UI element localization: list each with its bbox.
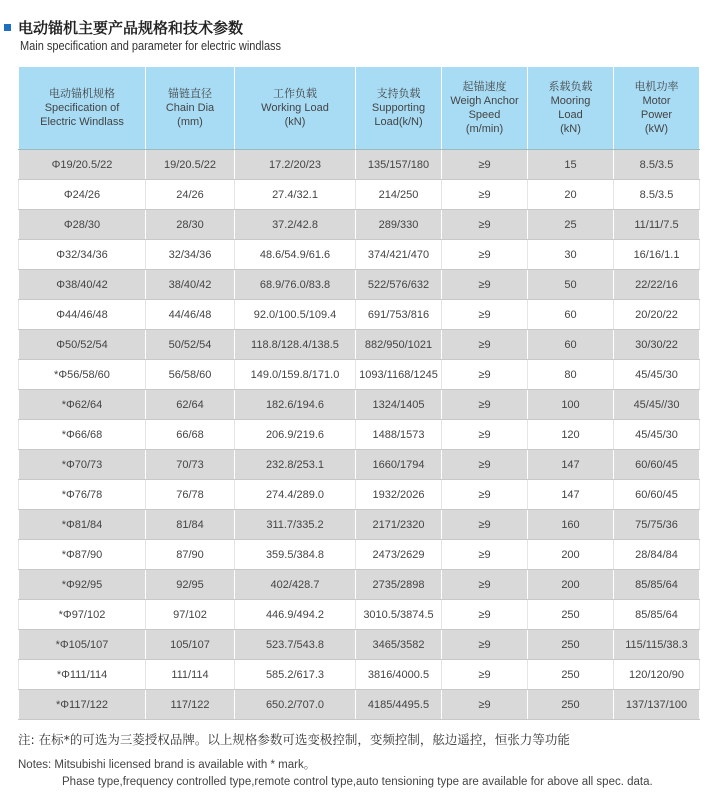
table-row bbox=[19, 270, 700, 300]
table-cell: 19/20.5/22 bbox=[146, 150, 235, 180]
table-cell: 85/85/64 bbox=[614, 600, 700, 630]
table-cell: 374/421/470 bbox=[356, 240, 442, 270]
table-cell: 446.9/494.2 bbox=[235, 600, 356, 630]
table-cell: Φ38/40/42 bbox=[19, 270, 146, 300]
table-cell: 81/84 bbox=[146, 510, 235, 540]
table-cell: 402/428.7 bbox=[235, 570, 356, 600]
table-cell: 206.9/219.6 bbox=[235, 420, 356, 450]
table-cell: Φ44/46/48 bbox=[19, 300, 146, 330]
column-header-line: Power bbox=[640, 109, 673, 121]
table-cell: 8.5/3.5 bbox=[614, 180, 700, 210]
table-cell: 70/73 bbox=[146, 450, 235, 480]
table-cell: 20/20/22 bbox=[614, 300, 700, 330]
column-header-line: 电机功率 bbox=[634, 81, 679, 93]
table-cell: Φ19/20.5/22 bbox=[19, 150, 146, 180]
table-cell: 4185/4495.5 bbox=[356, 690, 442, 720]
column-header-line: (m/min) bbox=[465, 123, 504, 135]
column-header-line: Motor bbox=[642, 95, 671, 107]
table-row bbox=[19, 570, 700, 600]
table-cell: 22/22/16 bbox=[614, 270, 700, 300]
column-header-line: 工作负载 bbox=[273, 88, 317, 100]
table-cell: ≥9 bbox=[442, 360, 528, 390]
table-cell: Φ32/34/36 bbox=[19, 240, 146, 270]
table-cell: 87/90 bbox=[146, 540, 235, 570]
table-cell: *Φ56/58/60 bbox=[19, 360, 146, 390]
table-cell: ≥9 bbox=[442, 630, 528, 660]
table-cell: 62/64 bbox=[146, 390, 235, 420]
table-cell: 359.5/384.8 bbox=[235, 540, 356, 570]
table-cell: 92.0/100.5/109.4 bbox=[235, 300, 356, 330]
table-header-row bbox=[19, 67, 700, 150]
column-header bbox=[528, 67, 614, 150]
table-cell: ≥9 bbox=[442, 510, 528, 540]
table-row bbox=[19, 630, 700, 660]
column-header-line: (kN) bbox=[560, 123, 581, 135]
table-cell: 3816/4000.5 bbox=[356, 660, 442, 690]
table-cell: ≥9 bbox=[442, 480, 528, 510]
column-header-line: Load bbox=[558, 109, 583, 121]
table-cell: *Φ117/122 bbox=[19, 690, 146, 720]
table-cell: ≥9 bbox=[442, 540, 528, 570]
table-cell: 76/78 bbox=[146, 480, 235, 510]
table-cell: *Φ92/95 bbox=[19, 570, 146, 600]
table-cell: ≥9 bbox=[442, 270, 528, 300]
table-cell: 1093/1168/1245 bbox=[356, 360, 442, 390]
column-header-line: (kW) bbox=[644, 123, 669, 135]
table-cell: ≥9 bbox=[442, 600, 528, 630]
table-cell: 691/753/816 bbox=[356, 300, 442, 330]
table-cell: 32/34/36 bbox=[146, 240, 235, 270]
table-cell: 92/95 bbox=[146, 570, 235, 600]
table-cell: 45/45/30 bbox=[614, 420, 700, 450]
table-row bbox=[19, 660, 700, 690]
column-header-line: Specification of bbox=[44, 102, 120, 114]
table-cell: 1488/1573 bbox=[356, 420, 442, 450]
table-cell: 149.0/159.8/171.0 bbox=[235, 360, 356, 390]
table-cell: 115/115/38.3 bbox=[614, 630, 700, 660]
page-title-cn bbox=[4, 16, 243, 38]
column-header-line: (kN) bbox=[284, 116, 306, 128]
table-cell: *Φ66/68 bbox=[19, 420, 146, 450]
table-cell: ≥9 bbox=[442, 690, 528, 720]
page-title-en: Main specification and parameter for electric windlass bbox=[20, 39, 282, 53]
table-cell: 27.4/32.1 bbox=[235, 180, 356, 210]
table-cell: 111/114 bbox=[146, 660, 235, 690]
table-cell: *Φ62/64 bbox=[19, 390, 146, 420]
table-row bbox=[19, 330, 700, 360]
table-row bbox=[19, 600, 700, 630]
column-header bbox=[19, 67, 146, 150]
table-row bbox=[19, 180, 700, 210]
table-row bbox=[19, 300, 700, 330]
column-header bbox=[356, 67, 442, 150]
column-header-line: Supporting bbox=[371, 102, 426, 114]
table-cell: 24/26 bbox=[146, 180, 235, 210]
table-cell: 523.7/543.8 bbox=[235, 630, 356, 660]
column-header-line: Chain Dia bbox=[165, 102, 215, 114]
table-row bbox=[19, 690, 700, 720]
table-cell: 28/84/84 bbox=[614, 540, 700, 570]
table-cell: 289/330 bbox=[356, 210, 442, 240]
table-cell: 182.6/194.6 bbox=[235, 390, 356, 420]
table-cell: 66/68 bbox=[146, 420, 235, 450]
table-cell: 60/60/45 bbox=[614, 480, 700, 510]
table-cell: *Φ111/114 bbox=[19, 660, 146, 690]
table-cell: 250 bbox=[528, 660, 614, 690]
table-row bbox=[19, 510, 700, 540]
column-header-line: Load(k/N) bbox=[374, 116, 423, 128]
column-header-line: 系载负载 bbox=[548, 81, 593, 93]
table-cell: 50/52/54 bbox=[146, 330, 235, 360]
table-cell: 274.4/289.0 bbox=[235, 480, 356, 510]
table-cell: ≥9 bbox=[442, 300, 528, 330]
note-en-line2: Phase type,frequency controlled type,remote control type,auto tensioning type are available for above all spec. data. bbox=[62, 776, 653, 788]
table-cell: *Φ105/107 bbox=[19, 630, 146, 660]
table-cell: ≥9 bbox=[442, 240, 528, 270]
table-cell: 1660/1794 bbox=[356, 450, 442, 480]
column-header-line: Working Load bbox=[261, 102, 329, 114]
table-cell: 100 bbox=[528, 390, 614, 420]
table-cell: 1932/2026 bbox=[356, 480, 442, 510]
table-row bbox=[19, 150, 700, 180]
table-cell: 160 bbox=[528, 510, 614, 540]
table-cell: 25 bbox=[528, 210, 614, 240]
table-cell: 117/122 bbox=[146, 690, 235, 720]
table-row bbox=[19, 390, 700, 420]
table-cell: 85/85/64 bbox=[614, 570, 700, 600]
table-cell: 75/75/36 bbox=[614, 510, 700, 540]
table-cell: 105/107 bbox=[146, 630, 235, 660]
table-cell: 15 bbox=[528, 150, 614, 180]
table-cell: 50 bbox=[528, 270, 614, 300]
table-row bbox=[19, 420, 700, 450]
table-cell: 30/30/22 bbox=[614, 330, 700, 360]
table-cell: ≥9 bbox=[442, 390, 528, 420]
table-cell: ≥9 bbox=[442, 210, 528, 240]
table-cell: 147 bbox=[528, 450, 614, 480]
table-cell: 16/16/1.1 bbox=[614, 240, 700, 270]
column-header-line: Electric Windlass bbox=[40, 116, 124, 128]
column-header bbox=[146, 67, 235, 150]
table-cell: 522/576/632 bbox=[356, 270, 442, 300]
column-header-line: 支持负载 bbox=[376, 88, 421, 100]
table-cell: 2473/2629 bbox=[356, 540, 442, 570]
table-cell: *Φ76/78 bbox=[19, 480, 146, 510]
column-header bbox=[235, 67, 356, 150]
table-cell: 250 bbox=[528, 630, 614, 660]
column-header-line: 锚链直径 bbox=[168, 88, 212, 100]
table-row bbox=[19, 210, 700, 240]
table-cell: 8.5/3.5 bbox=[614, 150, 700, 180]
table-cell: 882/950/1021 bbox=[356, 330, 442, 360]
table-cell: 147 bbox=[528, 480, 614, 510]
table-cell: 44/46/48 bbox=[146, 300, 235, 330]
table-cell: 68.9/76.0/83.8 bbox=[235, 270, 356, 300]
table-cell: 120 bbox=[528, 420, 614, 450]
table-body bbox=[19, 150, 700, 720]
table-cell: 17.2/20/23 bbox=[235, 150, 356, 180]
table-cell: 38/40/42 bbox=[146, 270, 235, 300]
table-cell: 30 bbox=[528, 240, 614, 270]
table-row bbox=[19, 360, 700, 390]
table-row bbox=[19, 540, 700, 570]
table-row bbox=[19, 240, 700, 270]
table-cell: ≥9 bbox=[442, 660, 528, 690]
title-cn-text: 电动锚机主要产品规格和技术参数 bbox=[18, 18, 244, 37]
column-header-line: Mooring bbox=[550, 95, 591, 107]
table-cell: 250 bbox=[528, 690, 614, 720]
table-cell: Φ28/30 bbox=[19, 210, 146, 240]
column-header-line: (mm) bbox=[177, 116, 203, 128]
table-cell: 60/60/45 bbox=[614, 450, 700, 480]
table-cell: 135/157/180 bbox=[356, 150, 442, 180]
table-cell: ≥9 bbox=[442, 330, 528, 360]
table-cell: 11/11/7.5 bbox=[614, 210, 700, 240]
table-cell: 20 bbox=[528, 180, 614, 210]
column-header-line: Speed bbox=[468, 109, 501, 121]
column-header bbox=[442, 67, 528, 150]
table-cell: ≥9 bbox=[442, 450, 528, 480]
table-cell: 200 bbox=[528, 540, 614, 570]
table-cell: 2735/2898 bbox=[356, 570, 442, 600]
table-cell: 3010.5/3874.5 bbox=[356, 600, 442, 630]
column-header-line: Weigh Anchor bbox=[450, 95, 519, 107]
table-cell: ≥9 bbox=[442, 150, 528, 180]
table-cell: 120/120/90 bbox=[614, 660, 700, 690]
table-cell: 214/250 bbox=[356, 180, 442, 210]
table-cell: 137/137/100 bbox=[614, 690, 700, 720]
table-cell: ≥9 bbox=[442, 180, 528, 210]
table-cell: 2171/2320 bbox=[356, 510, 442, 540]
table-cell: *Φ70/73 bbox=[19, 450, 146, 480]
table-cell: 80 bbox=[528, 360, 614, 390]
table-cell: 232.8/253.1 bbox=[235, 450, 356, 480]
table-cell: *Φ87/90 bbox=[19, 540, 146, 570]
table-cell: 97/102 bbox=[146, 600, 235, 630]
table-cell: *Φ81/84 bbox=[19, 510, 146, 540]
note-en bbox=[18, 757, 653, 791]
table-cell: 60 bbox=[528, 300, 614, 330]
table-cell: ≥9 bbox=[442, 420, 528, 450]
table-row bbox=[19, 450, 700, 480]
column-header-line: 起锚速度 bbox=[462, 81, 507, 93]
table-cell: Φ50/52/54 bbox=[19, 330, 146, 360]
table-cell: 37.2/42.8 bbox=[235, 210, 356, 240]
column-header bbox=[614, 67, 700, 150]
spec-table bbox=[18, 66, 700, 720]
table-cell: Φ24/26 bbox=[19, 180, 146, 210]
table-row bbox=[19, 480, 700, 510]
table-cell: *Φ97/102 bbox=[19, 600, 146, 630]
note-en-line1: Notes: Mitsubishi licensed brand is available with * mark。 bbox=[18, 759, 316, 771]
table-cell: 48.6/54.9/61.6 bbox=[235, 240, 356, 270]
table-cell: 585.2/617.3 bbox=[235, 660, 356, 690]
table-cell: 28/30 bbox=[146, 210, 235, 240]
table-cell: 60 bbox=[528, 330, 614, 360]
table-cell: 1324/1405 bbox=[356, 390, 442, 420]
table-cell: 45/45/30 bbox=[614, 360, 700, 390]
table-cell: 650.2/707.0 bbox=[235, 690, 356, 720]
title-square-icon bbox=[4, 24, 11, 31]
table-cell: ≥9 bbox=[442, 570, 528, 600]
column-header-line: 电动锚机规格 bbox=[49, 88, 115, 100]
table-cell: 56/58/60 bbox=[146, 360, 235, 390]
table-cell: 250 bbox=[528, 600, 614, 630]
table-cell: 311.7/335.2 bbox=[235, 510, 356, 540]
table-cell: 3465/3582 bbox=[356, 630, 442, 660]
note-cn: 注: 在标*的可选为三菱授权品牌。以上规格参数可选变极控制，变频控制，舷边遥控，恒张力等功能 bbox=[18, 732, 570, 747]
table-cell: 45/45//30 bbox=[614, 390, 700, 420]
table-cell: 200 bbox=[528, 570, 614, 600]
table-cell: 118.8/128.4/138.5 bbox=[235, 330, 356, 360]
